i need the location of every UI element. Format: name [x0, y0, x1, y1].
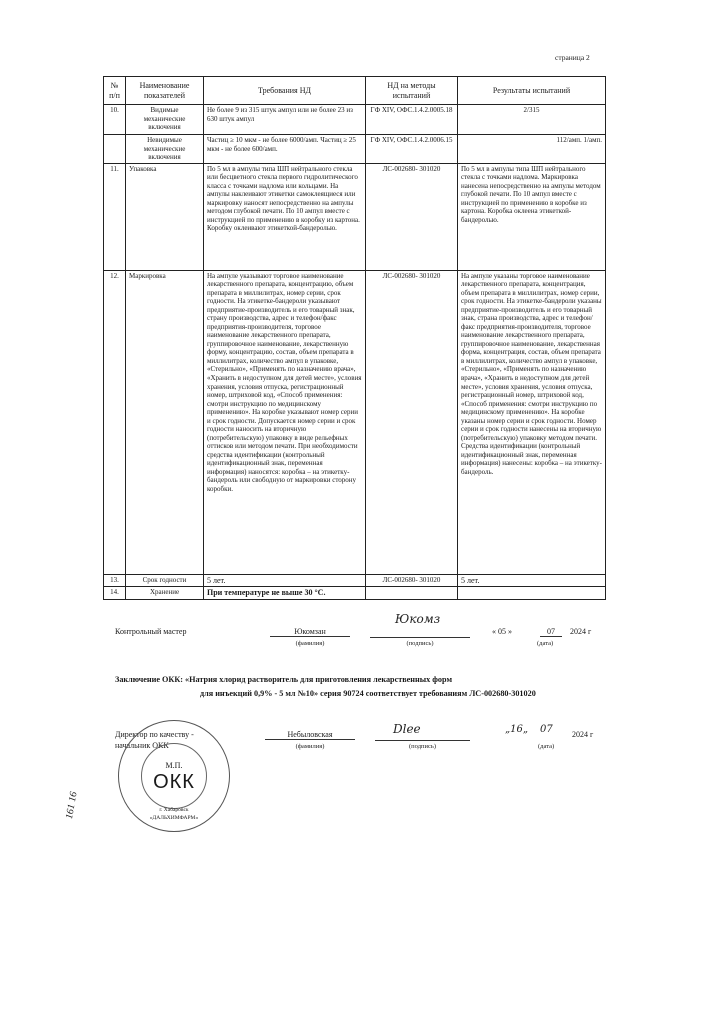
controller-label: Контрольный мастер — [115, 627, 187, 636]
controller-signature: Юкомз — [395, 612, 441, 626]
controller-date-day: « 05 » — [492, 627, 512, 636]
row-requirement: Не более 9 из 315 штук ампул или не более 23 из 630 штук ампул — [204, 105, 366, 135]
row-requirement: На ампуле указывают торговое наименование лекарственного препарата, концентрацию, объем препарата в миллилитрах, номер серии, срок годности. На этикетке-бандероли указывают предприятие-производитель и его товарный знак, страну производства, адрес и телефон/факс предприятия-производителя, торговое наименование лекарственного препарата, группировочное наименование, лекарственную форму, концентрацию, состав, объем препарата в миллилитрах, количество ампул в упаковке, «Стерильно», «Применять по назначению врача», «Хранить в недоступном для детей месте», условия хранения, условия отпуска, регистрационный номер, штриховой код, «Способ применения: смотри инструкцию по медицинскому применению». На коробке указывают номер серии и срок годности. Допускается номер серии и срок годности наносить на вторичную (потребительскую) упаковку в виде рельефных оттисков или методом печати. При необходимости средства идентификации (контрольный идентификационный знак, переменная информация) наносятся: коробка – на этикетку-бандероль или свободную от маркировки сторону коробки. — [204, 270, 366, 574]
margin-handwritten-note: 161 16 — [64, 790, 80, 820]
director-signature-caption: (подпись) — [409, 743, 436, 750]
row-result: По 5 мл в ампулы типа ШП нейтрального стекла с точками надлома. Маркировка нанесена непосредственно на ампулы методом глубокой печати. По 10 ампул вместе с инструкцией по применению в коробке из картона. Коробка оклеена этикеткой-бандеролью. — [458, 163, 606, 270]
row-requirement: По 5 мл в ампулы типа ШП нейтрального стекла или бесцветного стекла первого гидролитического класса с точками надлома или кольцами. На ампулы наклеивают этикетки самоклеящиеся или маркировку наносят непосредственно на ампулы методом глубокой печати. По 10 ампул вместе с инструкцией по применению в коробку из картона. Коробку оклеивают этикеткой-бандеролью. — [204, 163, 366, 270]
row-nd: ЛС-002680- 301020 — [366, 270, 458, 574]
table-row — [104, 135, 606, 164]
controller-date-caption: (дата) — [537, 640, 554, 647]
director-signature: Dlee — [393, 722, 421, 736]
director-label-line-2: начальник ОКК — [115, 741, 169, 750]
table-row — [104, 587, 606, 600]
table-row — [104, 105, 606, 135]
row-requirement: При температуре не выше 30 °С. — [204, 587, 366, 600]
conclusion-line-1: Заключение ОКК: «Натрия хлорид растворитель для приготовления лекарственных форм — [115, 675, 453, 684]
row-nd: ЛС-002680- 301020 — [366, 163, 458, 270]
director-date-day: „16„ — [505, 724, 529, 735]
row-name: Видимые механические включения — [126, 105, 204, 135]
row-result: 112/амп. 1/амп. — [458, 135, 606, 164]
test-results-table — [103, 76, 606, 600]
conclusion-line-2: для инъекций 0,9% - 5 мл №10» серия 90724 соответствует требованиям ЛС-002680-301020 — [200, 689, 536, 698]
row-nd: ГФ XIV, ОФС.1.4.2.0006.15 — [366, 135, 458, 164]
header-num: № п/п — [104, 77, 126, 105]
director-signature-line — [375, 740, 470, 741]
controller-surname-caption: (фамилия) — [295, 640, 325, 647]
header-requirements: Требования НД — [204, 77, 366, 105]
row-num: 12. — [104, 270, 126, 574]
row-requirement: 5 лет. — [204, 574, 366, 587]
controller-date-month: 07 — [540, 627, 562, 637]
row-nd: ЛС-002680- 301020 — [366, 574, 458, 587]
director-surname-caption: (фамилия) — [295, 743, 325, 750]
row-result: На ампуле указаны торговое наименование лекарственного препарата, концентрация, объем препарата в миллилитрах, номер серии, срок годности. На этикетке-бандероли указаны предприятие-производитель и его товарный знак, страна производства, адрес и телефон/факс предприятия-производителя, торговое наименование лекарственного препарата, группировочное наименование, лекарственная форма, концентрация, состав, объем препарата в миллилитрах, количество ампул в упаковке, «Стерильно», «Применять по назначению врача», «Хранить в недоступном для детей месте», условия хранения, условия отпуска, регистрационный номер, штриховой код, «Способ применения: смотри инструкцию по медицинскому применению». На коробке указаны номер серии и срок годности. Номер серии и срок годности нанесены на вторичную (потребительскую) упаковку методом печати. Средства идентификации (контрольный идентификационный знак, переменная информация) нанесены: коробка – на этикетку-бандероль. — [458, 270, 606, 574]
row-nd: ГФ XIV, ОФС.1.4.2.0005.18 — [366, 105, 458, 135]
row-name: Невидимые механические включения — [126, 135, 204, 164]
controller-signature-line — [370, 637, 470, 638]
table-row — [104, 163, 606, 270]
table-row — [104, 270, 606, 574]
row-name: Хранение — [126, 587, 204, 600]
director-surname: Небыловская — [265, 730, 355, 740]
director-date-year: 2024 г — [572, 730, 594, 739]
table-row — [104, 574, 606, 587]
row-num: 11. — [104, 163, 126, 270]
stamp-mp: М.П. — [165, 761, 183, 770]
row-nd — [366, 587, 458, 600]
director-date-caption: (дата) — [538, 743, 555, 750]
stamp-okk: ОКК — [153, 771, 195, 793]
row-num: 13. — [104, 574, 126, 587]
page-number: страница 2 — [555, 53, 590, 62]
row-result — [458, 587, 606, 600]
row-result: 2/315 — [458, 105, 606, 135]
controller-surname: Юкомзан — [270, 627, 350, 637]
row-num — [104, 135, 126, 164]
okk-stamp — [118, 720, 230, 832]
director-date-month: 07 — [540, 724, 553, 735]
row-result: 5 лет. — [458, 574, 606, 587]
row-name: Срок годности — [126, 574, 204, 587]
row-requirement: Частиц ≥ 10 мкм - не более 6000/амп. Частиц ≥ 25 мкм - не более 600/амп. — [204, 135, 366, 164]
header-results: Результаты испытаний — [458, 77, 606, 105]
row-name: Упаковка — [126, 163, 204, 270]
stamp-city: г. Хабаровск — [159, 807, 189, 813]
director-label-line-1: Директор по качеству - — [115, 730, 194, 739]
header-nd: НД на методы испытаний — [366, 77, 458, 105]
controller-date-year: 2024 г — [570, 627, 592, 636]
row-num: 10. — [104, 105, 126, 135]
controller-signature-caption: (подпись) — [406, 640, 434, 647]
header-name: Наименование показателей — [126, 77, 204, 105]
row-num: 14. — [104, 587, 126, 600]
row-name: Маркировка — [126, 270, 204, 574]
stamp-company: «ДАЛЬХИМФАРМ» — [149, 815, 199, 821]
